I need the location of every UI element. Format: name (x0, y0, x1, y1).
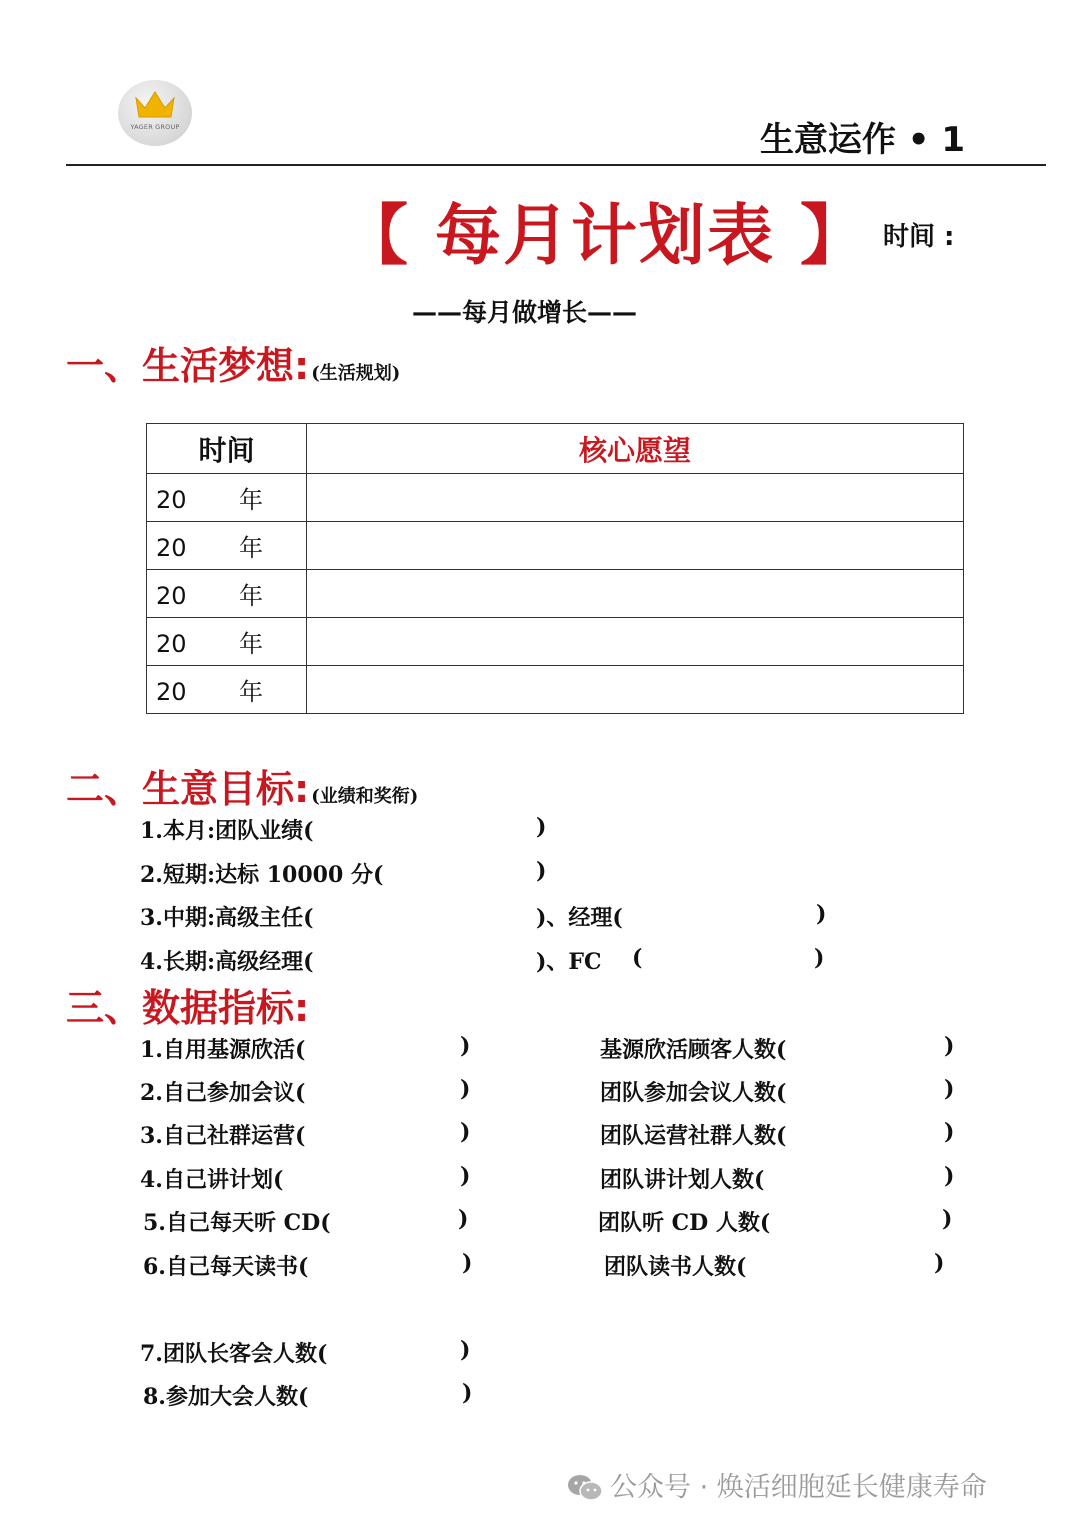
section-business-goal-heading (66, 758, 418, 813)
year-prefix: 20 (156, 678, 187, 706)
metric-team-text: 团队讲计划人数( (600, 1167, 765, 1193)
metric-extra-close: ) (460, 1337, 471, 1363)
goal-item-monthly-close: ) (536, 814, 547, 840)
section-note: (生活规划) (311, 363, 401, 384)
metric-team-close: ) (944, 1076, 955, 1102)
metric-self-text: 5.自己每天听 CD( (143, 1210, 331, 1236)
metric-extra-text: 8.参加大会人数( (143, 1384, 309, 1410)
wish-cell[interactable] (307, 570, 964, 618)
year-cell (147, 522, 307, 570)
table-row (147, 666, 964, 714)
metric-self-text: 1.自用基源欣活( (140, 1037, 306, 1063)
year-cell (147, 666, 307, 714)
page-subtitle: ——每月做增长—— (412, 298, 638, 327)
column-header-wish: 核心愿望 (307, 424, 964, 474)
year-unit: 年 (239, 486, 263, 514)
year-unit: 年 (239, 582, 263, 610)
metric-self-close: ) (460, 1163, 471, 1189)
table-row (147, 474, 964, 522)
footer-text: 公众号 · 焕活细胞延长健康寿命 (610, 1472, 987, 1503)
section-data-metrics-heading (66, 977, 309, 1032)
metric-team-close: ) (942, 1206, 953, 1232)
section-life-dream-heading (66, 335, 400, 390)
column-header-time: 时间 (147, 424, 307, 474)
metric-self-close: ) (460, 1033, 471, 1059)
goal-item-long-text: 4.长期:高级经理( (140, 949, 314, 975)
section-heading-text: 二、生意目标: (66, 767, 310, 811)
life-dream-table (146, 423, 964, 714)
wish-cell[interactable] (307, 666, 964, 714)
crown-icon (133, 88, 177, 120)
year-unit: 年 (239, 534, 263, 562)
time-label: 时间 : (883, 222, 955, 252)
logo-text: YAGER GROUP (130, 123, 180, 131)
wish-cell[interactable] (307, 618, 964, 666)
metric-self-text: 6.自己每天读书( (143, 1254, 309, 1280)
metric-self-text: 3.自己社群运营( (140, 1123, 306, 1149)
metric-team-close: ) (944, 1033, 955, 1059)
metric-self-close: ) (458, 1206, 469, 1232)
metric-team-text: 基源欣活顾客人数( (600, 1037, 787, 1063)
goal-item-monthly-text: 1.本月:团队业绩( (140, 818, 314, 844)
table-row (147, 570, 964, 618)
metric-self-text: 4.自己讲计划( (140, 1167, 284, 1193)
table-header-row (147, 424, 964, 474)
goal-item-short-close: ) (536, 858, 547, 884)
metric-team-close: ) (944, 1163, 955, 1189)
year-prefix: 20 (156, 534, 187, 562)
year-cell (147, 570, 307, 618)
wechat-icon (566, 1473, 604, 1503)
wish-cell[interactable] (307, 474, 964, 522)
goal-item-long-fc: )、FC (536, 949, 602, 975)
metric-team-close: ) (934, 1250, 945, 1276)
goal-item-mid-close: ) (816, 901, 827, 927)
goal-item-mid-manager: )、经理( (536, 905, 623, 931)
metric-team-text: 团队运营社群人数( (600, 1123, 787, 1149)
year-cell (147, 618, 307, 666)
metric-extra-close: ) (462, 1380, 473, 1406)
year-cell (147, 474, 307, 522)
metric-extra-text: 7.团队长客会人数( (140, 1341, 328, 1367)
metric-team-text: 团队听 CD 人数( (598, 1210, 771, 1236)
footer-watermark (566, 1465, 987, 1504)
metric-self-close: ) (460, 1119, 471, 1145)
metric-self-text: 2.自己参加会议( (140, 1080, 306, 1106)
page-title: 【 每月计划表 】 (342, 197, 868, 274)
header-title: 生意运作 • 1 (759, 120, 965, 160)
goal-item-mid-text: 3.中期:高级主任( (140, 905, 314, 931)
table-row (147, 618, 964, 666)
year-prefix: 20 (156, 630, 187, 658)
goal-item-long-close: ) (814, 945, 825, 971)
wish-cell[interactable] (307, 522, 964, 570)
year-prefix: 20 (156, 582, 187, 610)
metric-self-close: ) (462, 1250, 473, 1276)
header-divider (66, 164, 1046, 166)
goal-item-long-open: ( (632, 945, 643, 971)
year-prefix: 20 (156, 486, 187, 514)
metric-self-close: ) (460, 1076, 471, 1102)
year-unit: 年 (239, 630, 263, 658)
goal-item-short-text: 2.短期:达标 10000 分( (140, 862, 384, 888)
metric-team-text: 团队读书人数( (604, 1254, 747, 1280)
metric-team-text: 团队参加会议人数( (600, 1080, 787, 1106)
year-unit: 年 (239, 678, 263, 706)
section-heading-text: 一、生活梦想: (66, 344, 310, 388)
section-note: (业绩和奖衔) (311, 786, 419, 807)
logo (118, 80, 192, 146)
section-heading-text: 三、数据指标: (66, 986, 310, 1030)
metric-team-close: ) (944, 1119, 955, 1145)
table-row (147, 522, 964, 570)
